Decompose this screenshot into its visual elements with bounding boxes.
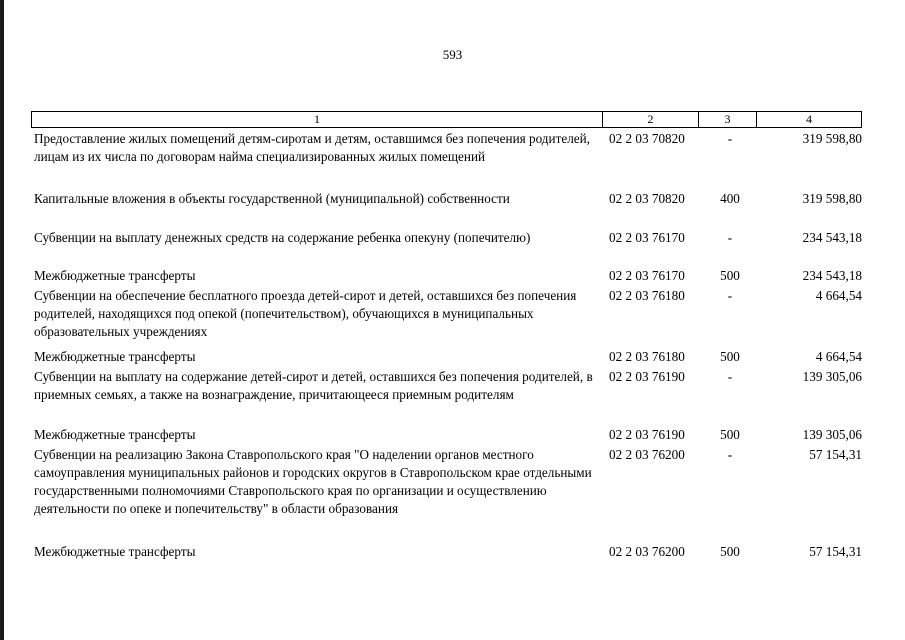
row-code: 02 2 03 76170 xyxy=(609,268,685,283)
row-amount: 234 543,18 xyxy=(802,230,862,245)
column-header-1: 1 xyxy=(32,112,603,127)
page-edge xyxy=(0,0,4,640)
row-name: Межбюджетные трансферты xyxy=(34,544,196,559)
row-type: 500 xyxy=(720,268,740,283)
column-header-4: 4 xyxy=(806,112,812,126)
column-header-3: 3 xyxy=(699,112,757,127)
row-name: Субвенции на выплату на содержание детей-сирот и детей, оставшихся без попечения родителей, в приемных семьях, а также на вознаграждение, причитающееся приемным родителям xyxy=(34,369,593,402)
row-name: Межбюджетные трансферты xyxy=(34,427,196,442)
row-amount: 319 598,80 xyxy=(802,131,862,146)
row-amount: 57 154,31 xyxy=(809,447,862,462)
row-name: Предоставление жилых помещений детям-сиротам и детям, оставшимся без попечения родителей, лицам из их числа по договорам найма специализированных жилых помещений xyxy=(34,131,590,164)
row-name: Субвенции на обеспечение бесплатного проезда детей-сирот и детей, оставшихся без попечения родителей, находящихся под опекой (попечительством), обучающихся в муниципальных образовательных учреждениях xyxy=(34,288,577,339)
row-type: 400 xyxy=(720,191,740,206)
row-code: 02 2 03 70820 xyxy=(609,191,685,206)
row-amount: 4 664,54 xyxy=(815,288,862,303)
row-type: - xyxy=(727,230,733,245)
row-code: 02 2 03 76170 xyxy=(609,230,685,245)
row-code: 02 2 03 76190 xyxy=(609,427,685,442)
row-code: 02 2 03 76180 xyxy=(609,349,685,364)
row-name: Межбюджетные трансферты xyxy=(34,349,196,364)
table-header xyxy=(31,111,862,128)
column-header-2: 2 xyxy=(603,112,699,127)
row-name: Капитальные вложения в объекты государственной (муниципальной) собственности xyxy=(34,191,510,206)
row-code: 02 2 03 76200 xyxy=(609,544,685,559)
row-type: - xyxy=(727,288,733,303)
row-type: - xyxy=(727,131,733,146)
row-name: Межбюджетные трансферты xyxy=(34,268,196,283)
row-type: - xyxy=(727,447,733,462)
row-amount: 139 305,06 xyxy=(802,427,862,442)
row-name: Субвенции на выплату денежных средств на содержание ребенка опекуну (попечителю) xyxy=(34,230,531,245)
row-code: 02 2 03 70820 xyxy=(609,131,685,146)
row-type: 500 xyxy=(720,427,740,442)
row-amount: 57 154,31 xyxy=(809,544,862,559)
row-amount: 139 305,06 xyxy=(802,369,862,384)
row-type: 500 xyxy=(720,349,740,364)
row-code: 02 2 03 76190 xyxy=(609,369,685,384)
row-amount: 319 598,80 xyxy=(802,191,862,206)
row-amount: 234 543,18 xyxy=(802,268,862,283)
row-code: 02 2 03 76200 xyxy=(609,447,685,462)
row-type: 500 xyxy=(720,544,740,559)
row-type: - xyxy=(727,369,733,384)
row-code: 02 2 03 76180 xyxy=(609,288,685,303)
row-name: Субвенции на реализацию Закона Ставропольского края "О наделении органов местного самоуправления муниципальных районов и городских округов в Ставропольском крае отдельными государственными полномочиями Ставропольского края по организации и осуществлению деятельности по опеке и попечительству" в области образования xyxy=(34,447,592,516)
page-number: 593 xyxy=(442,47,463,62)
row-amount: 4 664,54 xyxy=(815,349,862,364)
